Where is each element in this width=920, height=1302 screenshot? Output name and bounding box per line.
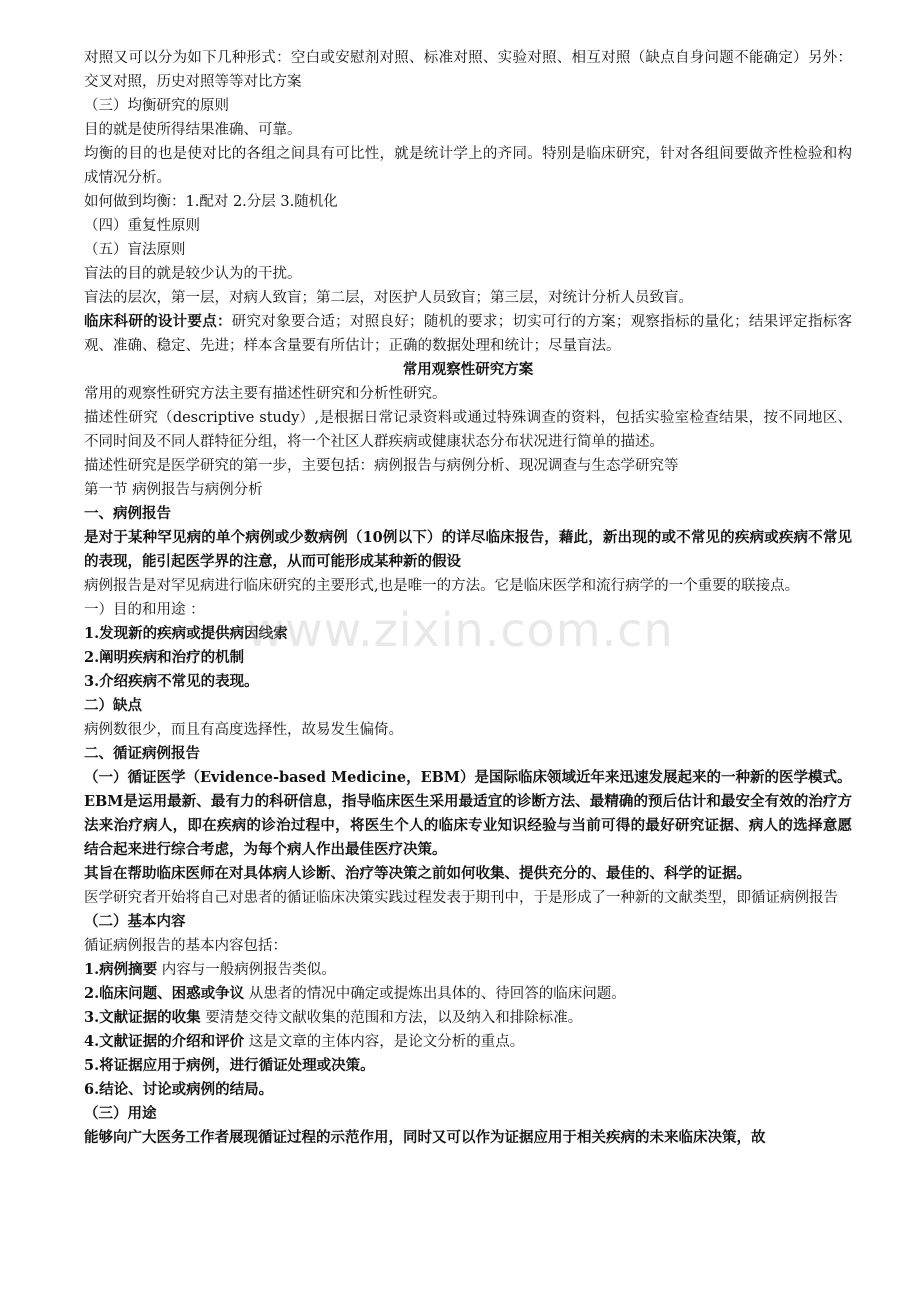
paragraph [84, 526, 852, 574]
paragraph-text: 内容与一般病例报告类似。 [157, 962, 336, 978]
paragraph-text: 病例报告是对罕见病进行临床研究的主要形式,也是唯一的方法。它是临床医学和流行病学的一个重要的联接点。 [84, 578, 800, 594]
paragraph [84, 478, 852, 502]
paragraph [84, 358, 852, 382]
paragraph-text: 从患者的情况中确定或提炼出具体的、待回答的临床问题。 [244, 986, 626, 1002]
paragraph [84, 574, 852, 598]
paragraph-text: 研究对象要合适；对照良好；随机的要求；切实可行的方案；观察指标的量化；结果评定指标客观、准确、稳定、先进；样本含量要有所估计；正确的数据处理和统计；尽量盲法。 [84, 314, 853, 354]
paragraph-text: 5.将证据应用于病例，进行循证处理或决策。 [84, 1057, 375, 1074]
paragraph [84, 742, 852, 766]
paragraph [84, 118, 852, 142]
paragraph-text: （三）用途 [84, 1105, 157, 1122]
paragraph [84, 1078, 852, 1102]
paragraph [84, 1102, 852, 1126]
paragraph-text: 描述性研究（descriptive study）,是根据日常记录资料或通过特殊调查的资料，包括实验室检查结果，按不同地区、不同时间及不同人群特征分组，将一个社区人群疾病或健康状态分布状况进行简单的描述。 [84, 410, 852, 450]
paragraph-text: 2.阐明疾病和治疗的机制 [84, 649, 245, 666]
paragraph-text: 是对于某种罕见病的单个病例或少数病例（10例以下）的详尽临床报告，藉此，新出现的或不常见的疾病或疾病不常见的表现，能引起医学界的注意，从而可能形成某种新的假设 [84, 529, 852, 570]
paragraph-text: 描述性研究是医学研究的第一步，主要包括：病例报告与病例分析、现况调查与生态学研究等 [84, 458, 679, 474]
paragraph-text: 这是文章的主体内容，是论文分析的重点。 [244, 1034, 525, 1050]
paragraph [84, 454, 852, 478]
paragraph [84, 1030, 852, 1054]
paragraph [84, 598, 852, 622]
paragraph-text: 一）目的和用途 ： [84, 602, 205, 618]
paragraph [84, 1054, 852, 1078]
paragraph [84, 406, 852, 454]
paragraph-text: （二）基本内容 [84, 913, 186, 930]
paragraph [84, 94, 852, 118]
paragraph-text: 循证病例报告的基本内容包括： [84, 938, 287, 954]
paragraph [84, 382, 852, 406]
paragraph-text: 医学研究者开始将自己对患者的循证临床决策实践过程发表于期刊中，于是形成了一种新的文献类型，即循证病例报告 [84, 890, 838, 906]
paragraph-text: 病例数很少，而且有高度选择性，故易发生偏倚。 [84, 722, 403, 738]
paragraph-text: 盲法的目的就是较少认为的干扰。 [84, 266, 302, 282]
paragraph [84, 718, 852, 742]
paragraph [84, 214, 852, 238]
paragraph-lead: 3.文献证据的收集 [84, 1009, 201, 1026]
paragraph [84, 670, 852, 694]
paragraph [84, 1126, 852, 1150]
paragraph-text: 二、循证病例报告 [84, 745, 200, 762]
paragraph [84, 190, 852, 214]
paragraph-text: 对照又可以分为如下几种形式：空白或安慰剂对照、标准对照、实验对照、相互对照（缺点自身问题不能确定）另外：交叉对照，历史对照等等对比方案 [84, 50, 852, 90]
paragraph-text: 3.介绍疾病不常见的表现。 [84, 673, 259, 690]
paragraph-text: 能够向广大医务工作者展现循证过程的示范作用，同时又可以作为证据应用于相关疾病的未来临床决策，故 [84, 1129, 766, 1146]
document-page [84, 46, 852, 1150]
paragraph-lead: 临床科研的设计要点： [84, 313, 232, 330]
paragraph-text: （一）循证医学（Evidence-based Medicine，EBM）是国际临床领域近年来迅速发展起来的一种新的医学模式。 [84, 769, 852, 786]
paragraph [84, 1006, 852, 1030]
paragraph [84, 766, 852, 790]
paragraph-lead: 2.临床问题、困惑或争议 [84, 985, 245, 1002]
paragraph [84, 790, 852, 862]
paragraph-text: 常用观察性研究方案 [402, 361, 534, 378]
paragraph [84, 286, 852, 310]
paragraph-text: 盲法的层次，第一层，对病人致盲；第二层，对医护人员致盲；第三层，对统计分析人员致盲。 [84, 290, 693, 306]
paragraph-text: 一、病例报告 [84, 505, 171, 522]
watermark: www.zixin.com.cn [246, 603, 674, 657]
paragraph [84, 502, 852, 526]
paragraph-text: 1.发现新的疾病或提供病因线索 [84, 625, 288, 642]
paragraph-text: 6.结论、讨论或病例的结局。 [84, 1081, 274, 1098]
paragraph [84, 142, 852, 190]
paragraph [84, 646, 852, 670]
paragraph [84, 46, 852, 94]
paragraph-text: EBM是运用最新、最有力的科研信息，指导临床医生采用最适宜的诊断方法、最精确的预后估计和最安全有效的治疗方法来治疗病人，即在疾病的诊治过程中，将医生个人的临床专业知识经验与当前可得的最好研究证据、病人的选择意愿结合起来进行综合考虑，为每个病人作出最佳医疗决策。 [84, 793, 852, 858]
paragraph [84, 694, 852, 718]
paragraph-text: （三）均衡研究的原则 [84, 98, 229, 114]
paragraph [84, 238, 852, 262]
paragraph [84, 622, 852, 646]
paragraph-text: （四）重复性原则 [84, 218, 200, 234]
paragraph-text: 常用的观察性研究方法主要有描述性研究和分析性研究。 [84, 386, 447, 402]
paragraph [84, 958, 852, 982]
paragraph-text: （五）盲法原则 [84, 242, 186, 258]
paragraph [84, 910, 852, 934]
paragraph-text: 其旨在帮助临床医师在对具体病人诊断、治疗等决策之前如何收集、提供充分的、最佳的、科学的证据。 [84, 865, 751, 882]
paragraph-lead: 1.病例摘要 [84, 961, 158, 978]
paragraph-text: 第一节 病例报告与病例分析 [84, 482, 263, 498]
paragraph [84, 862, 852, 886]
paragraph-text: 均衡的目的也是使对比的各组之间具有可比性，就是统计学上的齐同。特别是临床研究，针对各组间要做齐性检验和构成情况分析。 [84, 146, 852, 186]
paragraph-text: 目的就是使所得结果准确、可靠。 [84, 122, 302, 138]
paragraph-lead: 4.文献证据的介绍和评价 [84, 1033, 245, 1050]
paragraph-text: 要清楚交待文献收集的范围和方法，以及纳入和排除标准。 [200, 1010, 583, 1026]
paragraph [84, 934, 852, 958]
paragraph-text: 如何做到均衡：1.配对 2.分层 3.随机化 [84, 194, 338, 210]
paragraph [84, 982, 852, 1006]
paragraph-text: 二）缺点 [84, 697, 142, 714]
paragraph [84, 310, 852, 358]
paragraph [84, 262, 852, 286]
paragraph [84, 886, 852, 910]
